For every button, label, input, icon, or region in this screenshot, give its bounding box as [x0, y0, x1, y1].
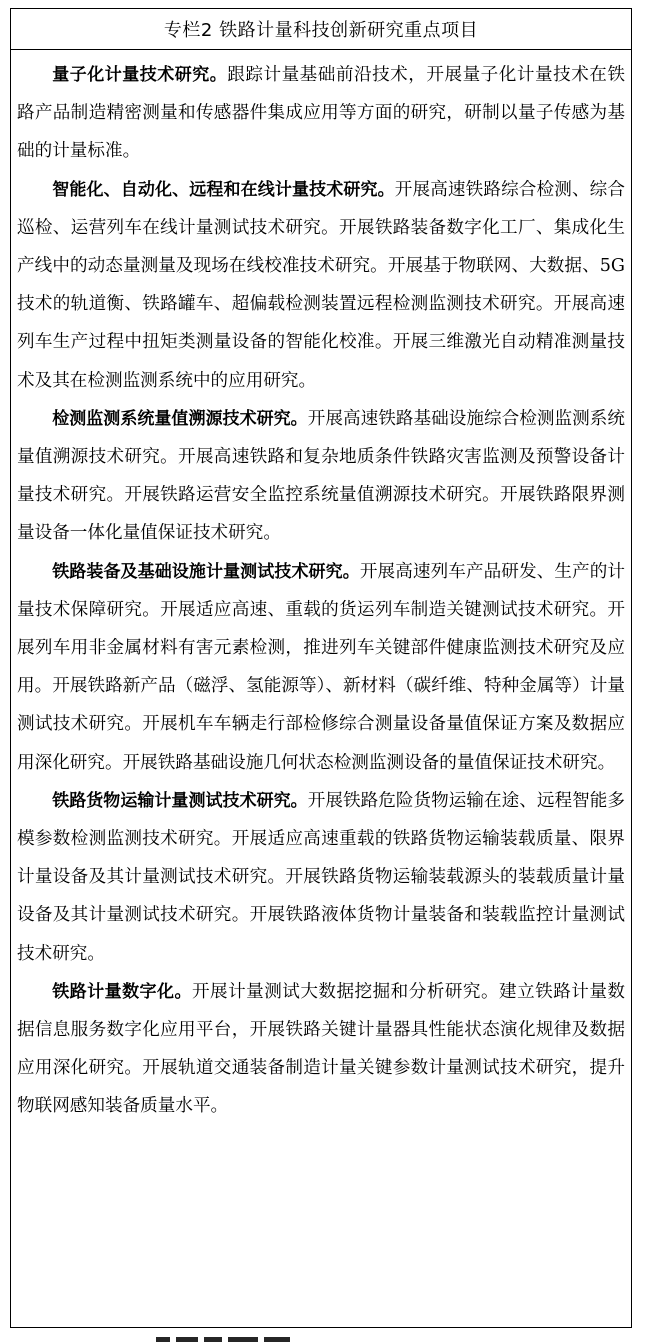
- section-freight: [17, 782, 625, 973]
- section-body: 跟踪计量基础前沿技术，开展量子化计量技术在铁路产品制造精密测量和传感器件集成应用等方面的研究，研制以量子传感为基础的计量标准。: [17, 65, 625, 162]
- section-body: 开展高速铁路基础设施综合检测监测系统量值溯源技术研究。开展高速铁路和复杂地质条件铁路灾害监测及预警设备计量技术研究。开展铁路运营安全监控系统量值溯源技术研究。开展铁路限界测量设备一体化量值保证技术研究。: [17, 408, 625, 544]
- box-content: [11, 50, 631, 1126]
- section-quantum: [17, 56, 625, 171]
- section-equipment: [17, 553, 625, 782]
- section-body: 开展高速铁路综合检测、综合巡检、运营列车在线计量测试技术研究。开展铁路装备数字化工厂、集成化生产线中的动态量测量及现场在线校准技术研究。开展基于物联网、大数据、5G技术的轨道衡、铁路罐车、超偏载检测装置远程检测监测技术研究。开展高速列车生产过程中扭矩类测量设备的智能化校准。开展三维激光自动精准测量技术及其在检测监测系统中的应用研究。: [17, 179, 625, 391]
- section-intelligent: [17, 171, 625, 400]
- section-heading: 铁路装备及基础设施计量测试技术研究。: [52, 561, 360, 582]
- section-heading: 铁路货物运输计量测试技术研究。: [52, 790, 308, 811]
- section-heading: 量子化计量技术研究。: [52, 65, 228, 85]
- section-heading: 铁路计量数字化。: [52, 981, 192, 1002]
- section-heading: 检测监测系统量值溯源技术研究。: [52, 408, 308, 429]
- feature-box: [10, 8, 632, 1328]
- box-title: 专栏2 铁路计量科技创新研究重点项目: [11, 9, 631, 50]
- section-body: 开展铁路危险货物运输在途、远程智能多模参数检测监测技术研究。开展适应高速重载的铁路货物运输装载质量、限界计量设备及其计量测试技术研究。开展铁路货物运输装载源头的装载质量计量设备及其计量测试技术研究。开展铁路液体货物计量装备和装载监控计量测试技术研究。: [17, 790, 625, 964]
- section-traceability: [17, 400, 625, 553]
- section-body: 开展高速列车产品研发、生产的计量技术保障研究。开展适应高速、重载的货运列车制造关键测试技术研究。开展列车用非金属材料有害元素检测，推进列车关键部件健康监测技术研究及应用。开展铁路新产品（磁浮、氢能源等）、新材料（碳纤维、特种金属等）计量测试技术研究。开展机车车辆走行部检修综合测量设备量值保证方案及数据应用深化研究。开展铁路基础设施几何状态检测监测设备的量值保证技术研究。: [17, 561, 626, 773]
- section-heading: 智能化、自动化、远程和在线计量技术研究。: [52, 179, 395, 200]
- section-body: 开展计量测试大数据挖掘和分析研究。建立铁路计量数据信息服务数字化应用平台，开展铁路关键计量器具性能状态演化规律及数据应用深化研究。开展轨道交通装备制造计量关键参数计量测试技术研究，提升物联网感知装备质量水平。: [17, 981, 625, 1117]
- cutoff-text-fragment: [156, 1332, 336, 1342]
- section-digital: [17, 973, 625, 1126]
